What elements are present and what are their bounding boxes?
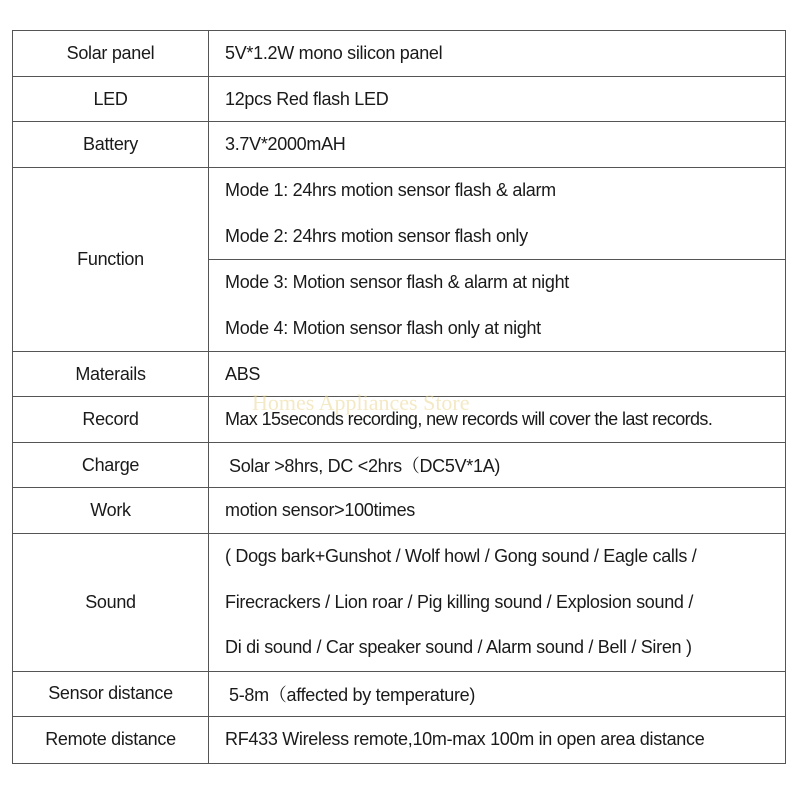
row-value: ABS bbox=[209, 352, 786, 397]
mode-2-text: Mode 2: 24hrs motion sensor flash only bbox=[225, 225, 528, 246]
sound-line-3: Di di sound / Car speaker sound / Alarm sound / Bell / Siren ) bbox=[225, 637, 692, 657]
row-label: Battery bbox=[13, 122, 209, 168]
table-row-remote-distance bbox=[13, 716, 786, 763]
mode-4-text: Mode 4: Motion sensor flash only at night bbox=[225, 317, 541, 338]
row-value-modes-3-4 bbox=[209, 260, 786, 352]
table-row-function-group-1 bbox=[13, 168, 786, 260]
row-value: 12pcs Red flash LED bbox=[209, 77, 786, 122]
spec-table bbox=[12, 30, 786, 764]
row-value: 3.7V*2000mAH bbox=[209, 122, 786, 168]
mode-3-text: Mode 3: Motion sensor flash & alarm at night bbox=[225, 272, 569, 292]
row-label: Materails bbox=[13, 352, 209, 397]
row-value: Max 15seconds recording, new records will cover the last records. bbox=[209, 397, 786, 443]
row-value-sound-list bbox=[209, 534, 786, 672]
row-value: 5-8m（affected by temperature) bbox=[209, 671, 786, 716]
table-row-sensor-distance bbox=[13, 671, 786, 716]
row-label: Charge bbox=[13, 443, 209, 488]
row-label: Solar panel bbox=[13, 31, 209, 77]
table-row-led bbox=[13, 77, 786, 122]
table-row-record bbox=[13, 397, 786, 443]
table-row-battery bbox=[13, 122, 786, 168]
row-label: Function bbox=[13, 168, 209, 352]
mode-1-text: Mode 1: 24hrs motion sensor flash & alarm bbox=[225, 180, 556, 200]
row-value-modes-1-2 bbox=[209, 168, 786, 260]
table-row-solar-panel bbox=[13, 31, 786, 77]
row-label: Sensor distance bbox=[13, 671, 209, 716]
row-value: Solar >8hrs, DC <2hrs（DC5V*1A) bbox=[209, 443, 786, 488]
sound-line-1: ( Dogs bark+Gunshot / Wolf howl / Gong sound / Eagle calls / bbox=[225, 546, 697, 566]
table-row-materials bbox=[13, 352, 786, 397]
row-label: Remote distance bbox=[13, 716, 209, 763]
row-value: 5V*1.2W mono silicon panel bbox=[209, 31, 786, 77]
row-label: LED bbox=[13, 77, 209, 122]
store-watermark: Homes Appliances Store bbox=[252, 390, 470, 415]
table-row-work bbox=[13, 488, 786, 534]
row-value: RF433 Wireless remote,10m-max 100m in open area distance bbox=[209, 716, 786, 763]
table-row-sound bbox=[13, 534, 786, 672]
sound-line-2: Firecrackers / Lion roar / Pig killing sound / Explosion sound / bbox=[225, 591, 694, 612]
table-row-charge bbox=[13, 443, 786, 488]
row-label: Work bbox=[13, 488, 209, 534]
row-value: motion sensor>100times bbox=[209, 488, 786, 534]
row-label: Sound bbox=[13, 534, 209, 672]
row-label: Record bbox=[13, 397, 209, 443]
